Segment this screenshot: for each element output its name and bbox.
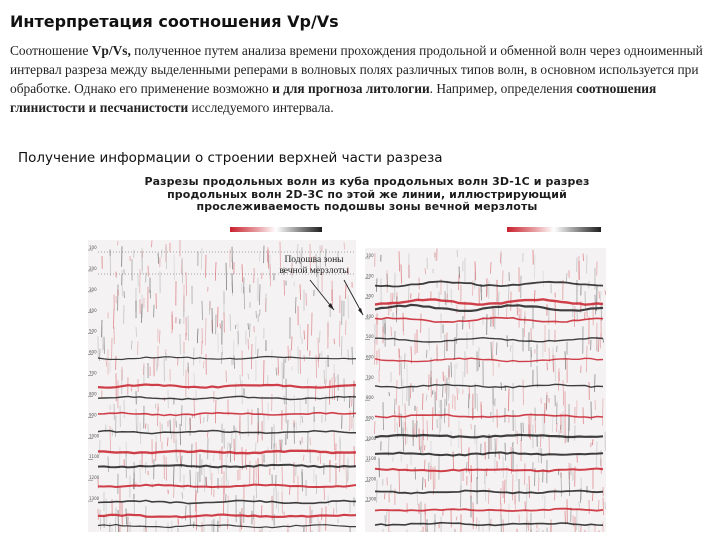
slide-title: Интерпретация соотношения Vp/Vs (10, 12, 339, 31)
right-section-tick-label: 1300 (366, 496, 377, 502)
body-text-clay-sand: соотношения глинистости и песчанистости (10, 81, 657, 115)
body-text-part3: . Например, определения (429, 81, 577, 96)
left-section-tick-label: 400 (89, 307, 97, 313)
right-section-tick-label: 500 (366, 334, 374, 340)
right-section-tick-label: 700 (366, 374, 374, 380)
left-section-tick-label: 1100 (89, 454, 100, 460)
arrow-right-head (358, 308, 363, 315)
figure-caption: Разрезы продольных волн из куба продольных волн 3D-1С и разрез продольных волн 2D-3С по этой же линии, иллюстрирующий прослеживаемость подошвы зоны вечной мерзлоты (144, 175, 590, 213)
left-section-tick-label: 300 (89, 286, 97, 292)
body-text-part2: полученное путем анализа времени прохождения продольной и обменной волн через одноименный интервал разреза между выделенными реперами в волновых полях различных типов волн, в основном используется при обработке. Однако его применение возможно (10, 43, 703, 96)
callout-line-2: вечной мерзлоты (279, 266, 349, 276)
callout-line-1: Подошва зоны (284, 255, 344, 265)
right-section-tick-label: 600 (366, 354, 374, 360)
seismic-figure (62, 170, 610, 536)
left-section-tick-label: 1000 (89, 433, 100, 439)
right-section-tick-label: 800 (366, 395, 374, 401)
body-text-ratio: Vp/Vs, (91, 43, 131, 58)
section-subheading: Получение информации о строении верхней части разреза (18, 150, 443, 166)
left-section-tick-label: 200 (89, 265, 97, 271)
right-section-tick-label: 1100 (366, 456, 377, 462)
right-section-tick-label: 1000 (366, 435, 377, 441)
left-section-tick-label: 600 (89, 349, 97, 355)
body-text-part1: Соотношение (10, 43, 92, 58)
right-section-tick-label: 900 (366, 415, 374, 421)
right-section-tick-label: 100 (366, 253, 374, 258)
right-section-tick-label: 400 (366, 313, 374, 319)
right-section-tick-label: 1200 (366, 476, 377, 482)
callout-arrows (62, 170, 610, 536)
body-text-part4: исследуемого интервала. (188, 100, 334, 115)
right-section-tick-label: 200 (366, 273, 374, 279)
left-section-tick-label: 500 (89, 328, 97, 334)
left-section-tick-label: 900 (89, 412, 97, 418)
left-section-tick-label: 800 (89, 391, 97, 397)
body-paragraph (10, 41, 710, 117)
left-section-tick-label: 1200 (89, 475, 100, 481)
left-section-tick-label: 700 (89, 370, 97, 376)
body-text-lithology: и для прогноза литологии (272, 81, 430, 96)
left-section-tick-label: 100 (89, 245, 97, 250)
left-section-tick-label: 1300 (89, 496, 100, 502)
right-section-tick-label: 300 (366, 293, 374, 299)
